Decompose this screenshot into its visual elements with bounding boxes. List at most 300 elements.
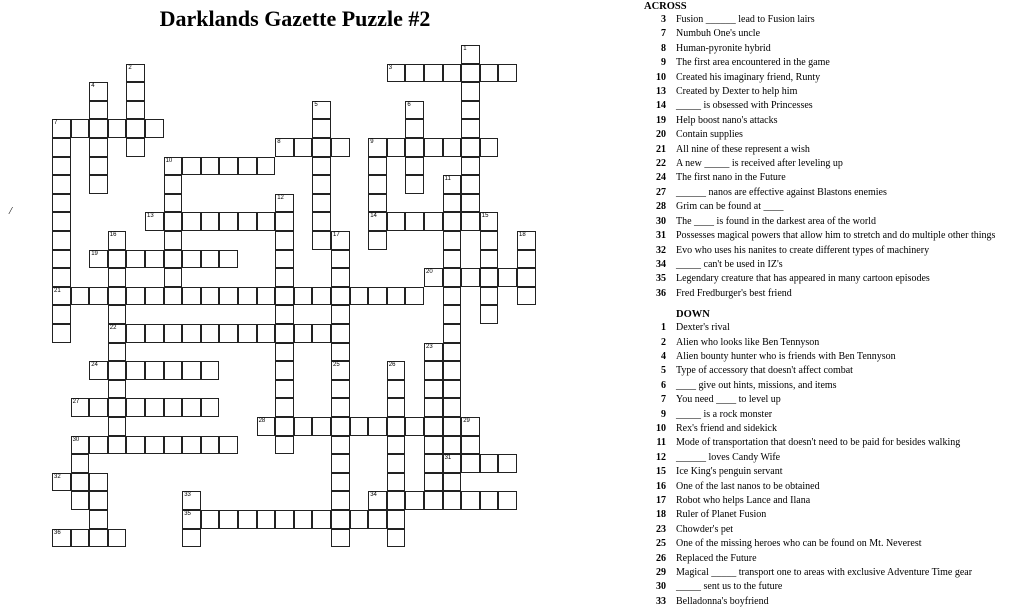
grid-cell[interactable]	[331, 417, 350, 436]
grid-cell[interactable]	[164, 436, 183, 455]
grid-cell[interactable]	[52, 250, 71, 269]
grid-cell[interactable]	[424, 436, 443, 455]
grid-cell[interactable]	[331, 138, 350, 157]
grid-cell[interactable]	[275, 138, 294, 157]
grid-cell[interactable]	[275, 436, 294, 455]
across-clue	[644, 128, 1024, 142]
grid-cell[interactable]	[461, 45, 480, 64]
grid-cell[interactable]	[71, 454, 90, 473]
grid-cell[interactable]	[498, 454, 517, 473]
grid-cell[interactable]	[182, 250, 201, 269]
grid-cell[interactable]	[517, 287, 536, 306]
grid-cell[interactable]	[164, 324, 183, 343]
grid-cell[interactable]	[71, 398, 90, 417]
grid-cell[interactable]	[219, 324, 238, 343]
grid-cell[interactable]	[52, 473, 71, 492]
grid-cell[interactable]	[331, 436, 350, 455]
grid-cell[interactable]	[350, 510, 369, 529]
grid-cell[interactable]	[201, 510, 220, 529]
grid-cell[interactable]	[52, 194, 71, 213]
grid-cell[interactable]	[405, 138, 424, 157]
grid-cell[interactable]	[145, 250, 164, 269]
grid-cell[interactable]	[443, 231, 462, 250]
grid-cell[interactable]	[126, 398, 145, 417]
grid-cell[interactable]	[387, 361, 406, 380]
grid-cell[interactable]	[312, 119, 331, 138]
grid-cell[interactable]	[312, 417, 331, 436]
grid-cell[interactable]	[164, 175, 183, 194]
grid-cell[interactable]	[498, 491, 517, 510]
grid-cell[interactable]	[89, 157, 108, 176]
grid-cell[interactable]	[201, 157, 220, 176]
grid-cell[interactable]	[443, 212, 462, 231]
grid-cell[interactable]	[443, 138, 462, 157]
grid-cell[interactable]	[126, 436, 145, 455]
grid-cell[interactable]	[498, 268, 517, 287]
grid-cell[interactable]	[424, 343, 443, 362]
grid-cell[interactable]	[294, 138, 313, 157]
grid-cell[interactable]	[108, 324, 127, 343]
grid-cell[interactable]	[461, 417, 480, 436]
grid-cell[interactable]	[424, 398, 443, 417]
grid-cell[interactable]	[312, 157, 331, 176]
grid-cell[interactable]	[219, 157, 238, 176]
grid-cell[interactable]	[443, 343, 462, 362]
grid-cell[interactable]	[424, 380, 443, 399]
grid-cell[interactable]	[219, 212, 238, 231]
grid-cell[interactable]	[424, 361, 443, 380]
clue-text: The ____ is found in the darkest area of the world	[676, 215, 876, 227]
grid-cell[interactable]	[461, 175, 480, 194]
clue-number: 6	[661, 379, 666, 391]
grid-cell[interactable]	[480, 491, 499, 510]
grid-cell[interactable]	[312, 175, 331, 194]
grid-cell[interactable]	[145, 212, 164, 231]
grid-cell[interactable]	[108, 287, 127, 306]
grid-cell[interactable]	[405, 64, 424, 83]
grid-cell[interactable]	[52, 268, 71, 287]
grid-cell[interactable]	[461, 138, 480, 157]
grid-cell[interactable]	[126, 324, 145, 343]
grid-cell[interactable]	[145, 324, 164, 343]
grid-cell[interactable]	[238, 157, 257, 176]
grid-cell[interactable]	[461, 491, 480, 510]
clue-text: Type of accessory that doesn't affect combat	[676, 365, 853, 377]
grid-cell[interactable]	[108, 231, 127, 250]
grid-cell[interactable]	[312, 287, 331, 306]
grid-cell[interactable]	[108, 380, 127, 399]
grid-cell[interactable]	[368, 194, 387, 213]
grid-cell[interactable]	[480, 138, 499, 157]
grid-cell[interactable]	[52, 157, 71, 176]
grid-cell[interactable]	[312, 510, 331, 529]
grid-cell[interactable]	[443, 491, 462, 510]
grid-cell[interactable]	[108, 529, 127, 548]
grid-cell[interactable]	[145, 436, 164, 455]
grid-cell[interactable]	[275, 194, 294, 213]
grid-cell[interactable]	[145, 287, 164, 306]
grid-cell[interactable]	[443, 380, 462, 399]
grid-cell[interactable]	[71, 287, 90, 306]
grid-cell[interactable]	[145, 398, 164, 417]
grid-cell[interactable]	[201, 287, 220, 306]
grid-cell[interactable]	[52, 305, 71, 324]
grid-cell[interactable]	[331, 454, 350, 473]
grid-cell[interactable]	[405, 212, 424, 231]
grid-cell[interactable]	[461, 157, 480, 176]
grid-cell[interactable]	[368, 417, 387, 436]
grid-cell[interactable]	[368, 231, 387, 250]
grid-cell[interactable]	[461, 101, 480, 120]
grid-cell[interactable]	[182, 212, 201, 231]
down-clue	[644, 480, 1024, 494]
grid-cell[interactable]	[257, 287, 276, 306]
grid-cell[interactable]	[368, 491, 387, 510]
grid-cell[interactable]	[201, 361, 220, 380]
cell-number: 1	[463, 46, 467, 52]
clue-text: ______ loves Candy Wife	[676, 451, 781, 463]
grid-cell[interactable]	[71, 473, 90, 492]
grid-cell[interactable]	[387, 287, 406, 306]
grid-cell[interactable]	[443, 175, 462, 194]
down-clue	[644, 566, 1024, 580]
grid-cell[interactable]	[405, 119, 424, 138]
grid-cell[interactable]	[164, 398, 183, 417]
grid-cell[interactable]	[331, 287, 350, 306]
grid-cell[interactable]	[331, 231, 350, 250]
grid-cell[interactable]	[387, 510, 406, 529]
grid-cell[interactable]	[443, 64, 462, 83]
grid-cell[interactable]	[52, 324, 71, 343]
grid-cell[interactable]	[126, 250, 145, 269]
grid-cell[interactable]	[108, 343, 127, 362]
grid-cell[interactable]	[52, 529, 71, 548]
grid-cell[interactable]	[201, 436, 220, 455]
clue-text: Fred Fredburger's best friend	[676, 287, 792, 299]
grid-cell[interactable]	[387, 491, 406, 510]
grid-cell[interactable]	[405, 157, 424, 176]
grid-cell[interactable]	[424, 212, 443, 231]
grid-cell[interactable]	[294, 287, 313, 306]
clue-text: Alien bounty hunter who is friends with Ben Tennyson	[676, 350, 896, 362]
grid-cell[interactable]	[461, 436, 480, 455]
grid-cell[interactable]	[275, 417, 294, 436]
grid-cell[interactable]	[126, 361, 145, 380]
grid-cell[interactable]	[294, 417, 313, 436]
grid-cell[interactable]	[424, 64, 443, 83]
grid-cell[interactable]	[517, 231, 536, 250]
grid-cell[interactable]	[461, 194, 480, 213]
grid-cell[interactable]	[182, 157, 201, 176]
grid-cell[interactable]	[108, 361, 127, 380]
grid-cell[interactable]	[71, 529, 90, 548]
grid-cell[interactable]	[52, 231, 71, 250]
grid-cell[interactable]	[443, 250, 462, 269]
grid-cell[interactable]	[201, 324, 220, 343]
grid-cell[interactable]	[275, 212, 294, 231]
grid-cell[interactable]	[350, 287, 369, 306]
grid-cell[interactable]	[71, 119, 90, 138]
grid-cell[interactable]	[517, 268, 536, 287]
grid-cell[interactable]	[443, 268, 462, 287]
grid-cell[interactable]	[424, 417, 443, 436]
grid-cell[interactable]	[238, 510, 257, 529]
grid-cell[interactable]	[52, 138, 71, 157]
grid-cell[interactable]	[89, 175, 108, 194]
grid-cell[interactable]	[368, 157, 387, 176]
grid-cell[interactable]	[387, 380, 406, 399]
grid-cell[interactable]	[219, 510, 238, 529]
grid-cell[interactable]	[164, 194, 183, 213]
grid-cell[interactable]	[312, 101, 331, 120]
grid-cell[interactable]	[182, 529, 201, 548]
grid-cell[interactable]	[368, 175, 387, 194]
grid-cell[interactable]	[164, 157, 183, 176]
grid-cell[interactable]	[405, 175, 424, 194]
grid-cell[interactable]	[461, 82, 480, 101]
grid-cell[interactable]	[443, 324, 462, 343]
grid-cell[interactable]	[89, 82, 108, 101]
grid-cell[interactable]	[405, 287, 424, 306]
grid-cell[interactable]	[368, 510, 387, 529]
grid-cell[interactable]	[126, 287, 145, 306]
grid-cell[interactable]	[405, 417, 424, 436]
grid-cell[interactable]	[126, 119, 145, 138]
clue-number: 12	[656, 451, 666, 463]
grid-cell[interactable]	[52, 175, 71, 194]
grid-cell[interactable]	[275, 398, 294, 417]
grid-cell[interactable]	[443, 287, 462, 306]
grid-cell[interactable]	[275, 380, 294, 399]
grid-cell[interactable]	[387, 398, 406, 417]
across-clue	[644, 56, 1024, 70]
grid-cell[interactable]	[443, 473, 462, 492]
grid-cell[interactable]	[71, 491, 90, 510]
grid-cell[interactable]	[480, 212, 499, 231]
grid-cell[interactable]	[89, 361, 108, 380]
grid-cell[interactable]	[126, 64, 145, 83]
grid-cell[interactable]	[424, 491, 443, 510]
grid-cell[interactable]	[257, 212, 276, 231]
grid-cell[interactable]	[201, 212, 220, 231]
grid-cell[interactable]	[312, 212, 331, 231]
grid-cell[interactable]	[294, 324, 313, 343]
grid-cell[interactable]	[108, 268, 127, 287]
grid-cell[interactable]	[387, 64, 406, 83]
grid-cell[interactable]	[89, 529, 108, 548]
grid-cell[interactable]	[498, 64, 517, 83]
grid-cell[interactable]	[108, 119, 127, 138]
grid-cell[interactable]	[257, 157, 276, 176]
grid-cell[interactable]	[387, 529, 406, 548]
grid-cell[interactable]	[275, 287, 294, 306]
grid-cell[interactable]	[331, 510, 350, 529]
grid-cell[interactable]	[387, 454, 406, 473]
grid-cell[interactable]	[331, 343, 350, 362]
grid-cell[interactable]	[331, 305, 350, 324]
grid-cell[interactable]	[405, 101, 424, 120]
grid-cell[interactable]	[108, 417, 127, 436]
grid-cell[interactable]	[164, 231, 183, 250]
grid-cell[interactable]	[145, 119, 164, 138]
grid-cell[interactable]	[126, 138, 145, 157]
grid-cell[interactable]	[331, 361, 350, 380]
grid-cell[interactable]	[126, 101, 145, 120]
cell-number: 28	[258, 418, 266, 424]
grid-cell[interactable]	[89, 138, 108, 157]
grid-cell[interactable]	[312, 194, 331, 213]
clue-number: 14	[656, 100, 666, 112]
grid-cell[interactable]	[126, 82, 145, 101]
grid-cell[interactable]	[387, 436, 406, 455]
grid-cell[interactable]	[331, 398, 350, 417]
grid-cell[interactable]	[350, 417, 369, 436]
grid-cell[interactable]	[480, 454, 499, 473]
grid-cell[interactable]	[424, 268, 443, 287]
grid-cell[interactable]	[182, 491, 201, 510]
grid-cell[interactable]	[443, 436, 462, 455]
grid-cell[interactable]	[89, 436, 108, 455]
grid-cell[interactable]	[257, 417, 276, 436]
grid-cell[interactable]	[182, 398, 201, 417]
grid-cell[interactable]	[89, 250, 108, 269]
grid-cell[interactable]	[331, 250, 350, 269]
grid-cell[interactable]	[443, 454, 462, 473]
grid-cell[interactable]	[461, 64, 480, 83]
grid-cell[interactable]	[312, 324, 331, 343]
grid-cell[interactable]	[331, 324, 350, 343]
grid-cell[interactable]	[331, 268, 350, 287]
grid-cell[interactable]	[331, 529, 350, 548]
grid-cell[interactable]	[108, 305, 127, 324]
grid-cell[interactable]	[517, 250, 536, 269]
grid-cell[interactable]	[480, 287, 499, 306]
grid-cell[interactable]	[424, 454, 443, 473]
grid-cell[interactable]	[275, 250, 294, 269]
grid-cell[interactable]	[331, 491, 350, 510]
grid-cell[interactable]	[257, 510, 276, 529]
grid-cell[interactable]	[480, 64, 499, 83]
grid-cell[interactable]	[443, 417, 462, 436]
down-clue	[644, 422, 1024, 436]
grid-cell[interactable]	[331, 473, 350, 492]
grid-cell[interactable]	[480, 231, 499, 250]
grid-cell[interactable]	[108, 250, 127, 269]
grid-cell[interactable]	[461, 119, 480, 138]
grid-cell[interactable]	[89, 119, 108, 138]
grid-cell[interactable]	[275, 343, 294, 362]
grid-cell[interactable]	[108, 436, 127, 455]
grid-cell[interactable]	[275, 324, 294, 343]
clue-number: 35	[656, 273, 666, 285]
grid-cell[interactable]	[368, 212, 387, 231]
grid-cell[interactable]	[461, 268, 480, 287]
grid-cell[interactable]	[480, 268, 499, 287]
grid-cell[interactable]	[294, 510, 313, 529]
grid-cell[interactable]	[312, 138, 331, 157]
grid-cell[interactable]	[275, 305, 294, 324]
grid-cell[interactable]	[275, 361, 294, 380]
grid-cell[interactable]	[275, 268, 294, 287]
grid-cell[interactable]	[480, 250, 499, 269]
grid-cell[interactable]	[275, 510, 294, 529]
grid-cell[interactable]	[480, 305, 499, 324]
grid-cell[interactable]	[182, 510, 201, 529]
grid-cell[interactable]	[201, 398, 220, 417]
grid-cell[interactable]	[182, 287, 201, 306]
grid-cell[interactable]	[387, 138, 406, 157]
grid-cell[interactable]	[312, 231, 331, 250]
grid-cell[interactable]	[443, 361, 462, 380]
clue-number: 13	[656, 86, 666, 98]
grid-cell[interactable]	[89, 491, 108, 510]
grid-cell[interactable]	[461, 212, 480, 231]
cell-number: 21	[54, 287, 61, 294]
grid-cell[interactable]	[275, 231, 294, 250]
clue-text: Legendary creature that has appeared in many cartoon episodes	[676, 273, 930, 285]
clue-number: 7	[661, 28, 666, 40]
grid-cell[interactable]	[89, 398, 108, 417]
grid-cell[interactable]	[164, 361, 183, 380]
grid-cell[interactable]	[89, 101, 108, 120]
grid-cell[interactable]	[89, 473, 108, 492]
grid-cell[interactable]	[89, 510, 108, 529]
grid-cell[interactable]	[219, 287, 238, 306]
cell-number: 27	[72, 399, 80, 406]
grid-cell[interactable]	[164, 212, 183, 231]
grid-cell[interactable]	[164, 287, 183, 306]
grid-cell[interactable]	[387, 212, 406, 231]
grid-cell[interactable]	[257, 324, 276, 343]
grid-cell[interactable]	[71, 436, 90, 455]
grid-cell[interactable]	[238, 324, 257, 343]
grid-cell[interactable]	[164, 250, 183, 269]
grid-cell[interactable]	[52, 287, 71, 306]
grid-cell[interactable]	[219, 250, 238, 269]
grid-cell[interactable]	[182, 361, 201, 380]
grid-cell[interactable]	[164, 268, 183, 287]
grid-cell[interactable]	[145, 361, 164, 380]
grid-cell[interactable]	[219, 436, 238, 455]
grid-cell[interactable]	[443, 305, 462, 324]
grid-cell[interactable]	[52, 119, 71, 138]
grid-cell[interactable]	[368, 138, 387, 157]
grid-cell[interactable]	[387, 417, 406, 436]
grid-cell[interactable]	[238, 287, 257, 306]
grid-cell[interactable]	[52, 212, 71, 231]
down-clue	[644, 350, 1024, 364]
grid-cell[interactable]	[368, 287, 387, 306]
grid-cell[interactable]	[443, 398, 462, 417]
grid-cell[interactable]	[108, 398, 127, 417]
grid-cell[interactable]	[331, 380, 350, 399]
clue-text: One of the missing heroes who can be found on Mt. Neverest	[676, 538, 922, 550]
cell-number: 35	[184, 511, 191, 517]
grid-cell[interactable]	[89, 287, 108, 306]
grid-cell[interactable]	[461, 454, 480, 473]
grid-cell[interactable]	[182, 324, 201, 343]
cell-number: 29	[463, 418, 470, 424]
clue-number: 29	[656, 567, 666, 579]
grid-cell[interactable]	[424, 473, 443, 492]
grid-cell[interactable]	[405, 491, 424, 510]
grid-cell[interactable]	[424, 138, 443, 157]
grid-cell[interactable]	[443, 194, 462, 213]
grid-cell[interactable]	[238, 212, 257, 231]
grid-cell[interactable]	[201, 250, 220, 269]
grid-cell[interactable]	[182, 436, 201, 455]
grid-cell[interactable]	[387, 473, 406, 492]
